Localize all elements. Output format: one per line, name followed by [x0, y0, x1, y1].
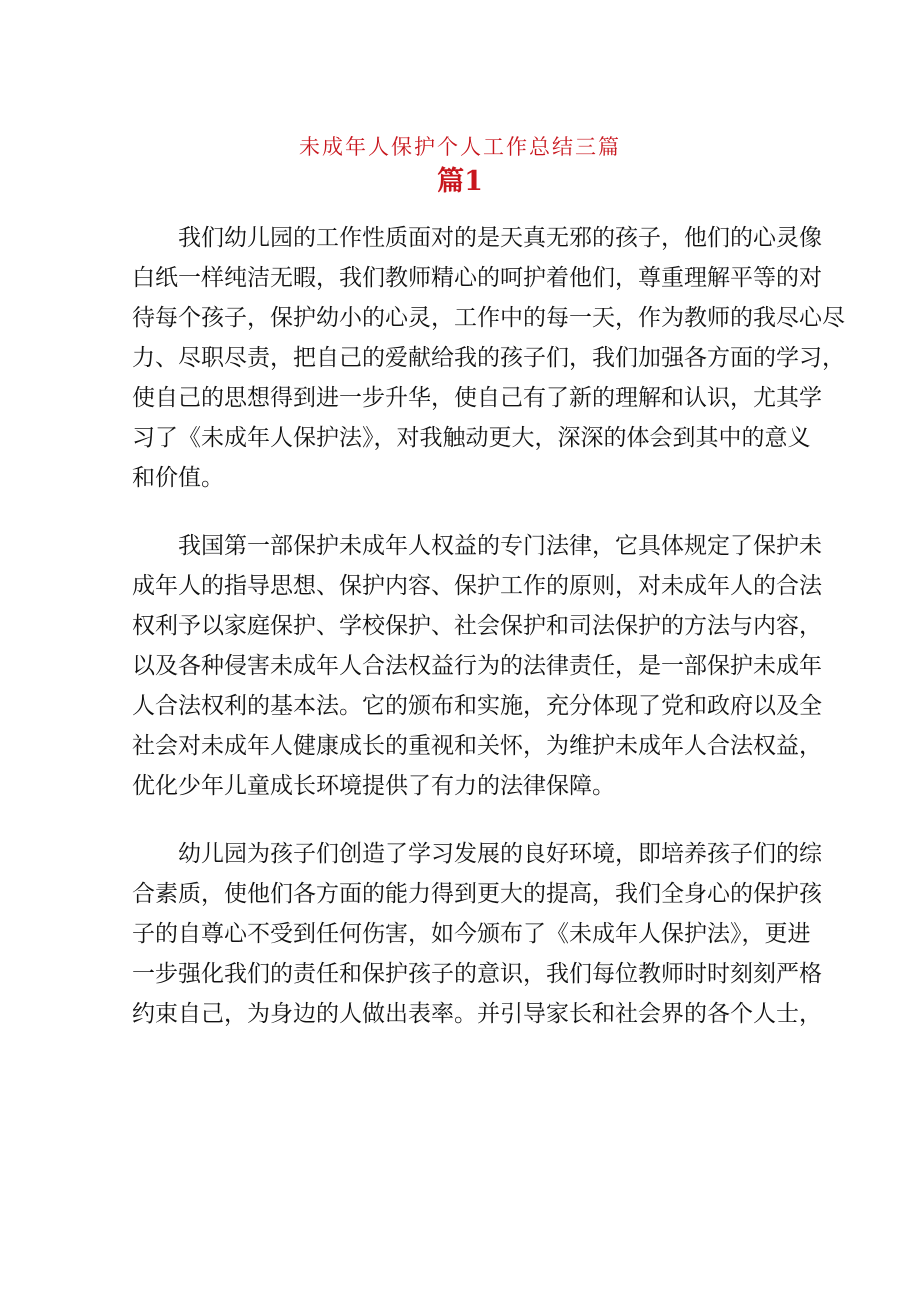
- text-line: 白纸一样纯洁无暇，我们教师精心的呵护着他们，尊重理解平等的对: [132, 265, 822, 291]
- text-line: 待每个孩子，保护幼小的心灵，工作中的每一天，作为教师的我尽心尽: [132, 305, 845, 331]
- paragraph-3: [132, 834, 822, 1034]
- text-line: 社会对未成年人健康成长的重视和关怀，为维护未成年人合法权益，: [132, 733, 822, 759]
- document-body: [132, 218, 845, 1062]
- paragraph-2: [132, 526, 822, 806]
- text-line: 合素质，使他们各方面的能力得到更大的提高，我们全身心的保护孩: [132, 881, 822, 907]
- text-line: 优化少年儿童成长环境提供了有力的法律保障。: [132, 773, 615, 799]
- text-line: 成年人的指导思想、保护内容、保护工作的原则，对未成年人的合法: [132, 573, 822, 599]
- section-heading: 篇1: [437, 166, 483, 197]
- text-line: 使自己的思想得到进一步升华，使自己有了新的理解和认识，尤其学: [132, 385, 822, 411]
- text-line: 力、尽职尽责，把自己的爱献给我的孩子们，我们加强各方面的学习，: [132, 345, 845, 371]
- text-line: 以及各种侵害未成年人合法权益行为的法律责任，是一部保护未成年: [132, 653, 822, 679]
- text-line: 习了《未成年人保护法》，对我触动更大，深深的体会到其中的意义: [132, 425, 811, 451]
- text-line: 一步强化我们的责任和保护孩子的意识，我们每位教师时时刻刻严格: [132, 961, 822, 987]
- text-line: 我们幼儿园的工作性质面对的是天真无邪的孩子，他们的心灵像: [178, 225, 822, 251]
- text-line: 约束自己，为身边的人做出表率。并引导家长和社会界的各个人士，: [132, 1001, 822, 1027]
- text-line: 我国第一部保护未成年人权益的专门法律，它具体规定了保护未: [178, 533, 822, 559]
- text-line: 和价值。: [132, 465, 224, 491]
- text-line: 人合法权利的基本法。它的颁布和实施，充分体现了党和政府以及全: [132, 693, 822, 719]
- text-line: 子的自尊心不受到任何伤害，如今颁布了《未成年人保护法》，更进: [132, 921, 811, 947]
- document-title: 未成年人保护个人工作总结三篇: [299, 135, 621, 159]
- text-line: 权利予以家庭保护、学校保护、社会保护和司法保护的方法与内容，: [132, 613, 822, 639]
- text-line: 幼儿园为孩子们创造了学习发展的良好环境，即培养孩子们的综: [178, 841, 822, 867]
- paragraph-1: [132, 218, 845, 498]
